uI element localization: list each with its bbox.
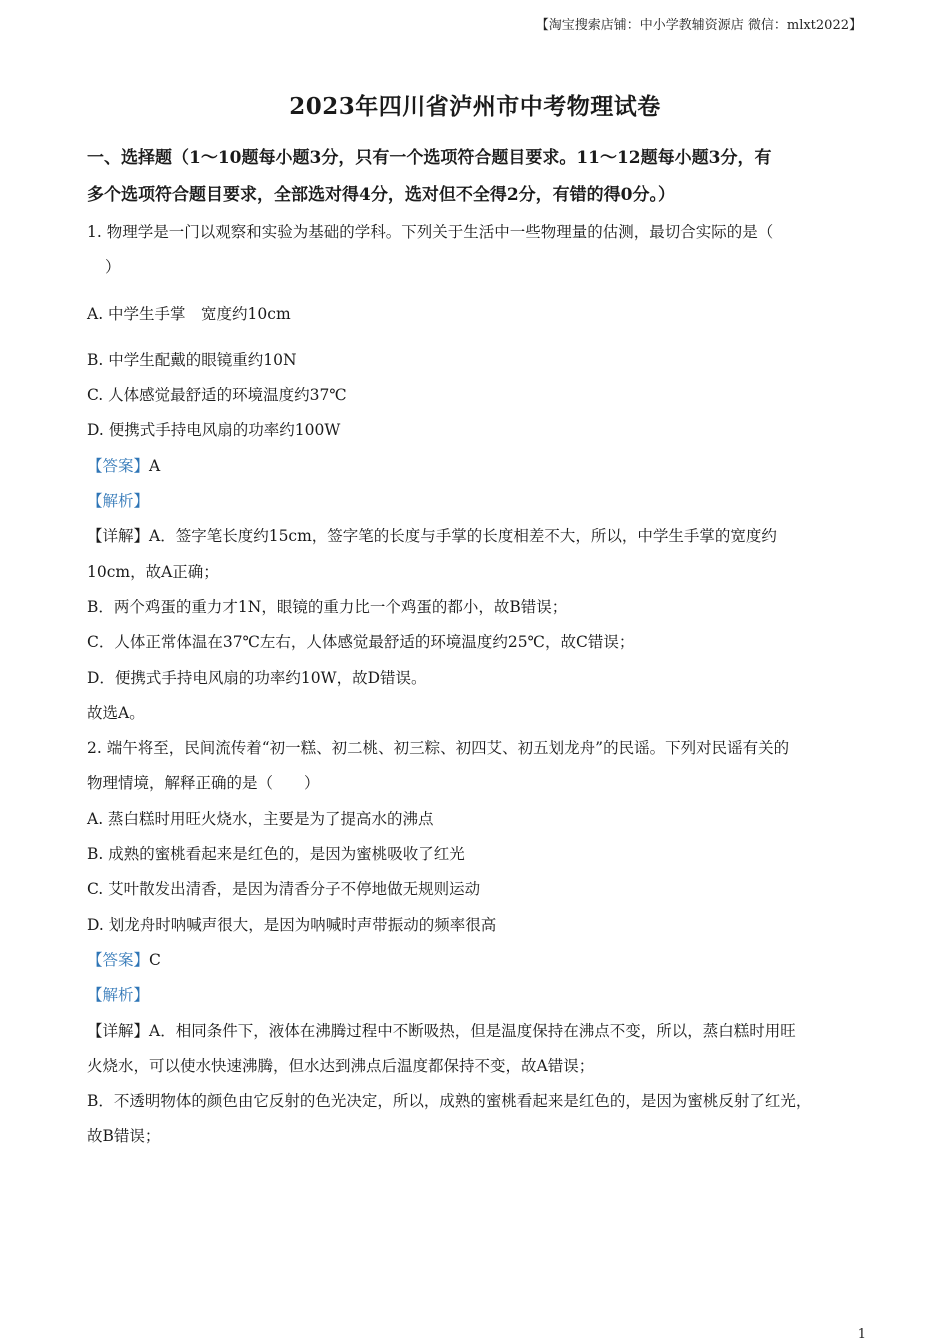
q1-answer xyxy=(87,449,867,484)
section-heading-line-2: 多个选项符合题目要求，全部选对得4分，选对但不全得2分，有错的得0分。） xyxy=(87,185,675,205)
q1-detail-line-2: 10cm，故A正确； xyxy=(87,562,219,581)
q1-answer-value: A xyxy=(149,456,161,475)
page-number: 1 xyxy=(857,1327,866,1342)
q2-analysis-tag: 【解析】 xyxy=(87,986,150,1005)
q1-conclusion: 故选A。 xyxy=(87,703,145,722)
q1-detail-line-1 xyxy=(87,519,867,554)
q2-detail-line-1 xyxy=(87,1014,867,1049)
q2-option-b: B. 成熟的蜜桃看起来是红色的，是因为蜜桃吸收了红光 xyxy=(87,845,465,864)
q2-detail-text: A．相同条件下，液体在沸腾过程中不断吸热，但是温度保持在沸点不变，所以，蒸白糕时用旺 xyxy=(149,1021,796,1040)
q2-option-c: C. 艾叶散发出清香，是因为清香分子不停地做无规则运动 xyxy=(87,880,481,899)
q1-answer-tag: 【答案】 xyxy=(87,456,150,475)
q2-option-a: A. 蒸白糕时用旺火烧水，主要是为了提高水的沸点 xyxy=(87,809,434,828)
q1-detail-c: C．人体正常体温在37℃左右，人体感觉最舒适的环境温度约25℃，故C错误； xyxy=(87,633,635,652)
section-heading-line-1: 一、选择题（1～10题每小题3分，只有一个选项符合题目要求。11～12题每小题3分，有 xyxy=(87,148,772,168)
header-note: 【淘宝搜索店铺：中小学教辅资源店 微信：mlxt2022】 xyxy=(535,18,862,33)
q1-detail-tag: 【详解】 xyxy=(87,527,150,546)
q1-detail-b: B．两个鸡蛋的重力才1N，眼镜的重力比一个鸡蛋的都小，故B错误； xyxy=(87,597,568,616)
q1-option-b: B. 中学生配戴的眼镜重约10N xyxy=(87,350,297,369)
q1-stem-line-2: ） xyxy=(105,258,121,277)
q1-stem-line-1: 1. 物理学是一门以观察和实验为基础的学科。下列关于生活中一些物理量的估测，最切合实际的是（ xyxy=(87,223,774,241)
q2-detail-tag: 【详解】 xyxy=(87,1021,150,1040)
q2-stem-line-1: 2. 端午将至，民间流传着“初一糕、初二桃、初三粽、初四艾、初五划龙舟”的民谣。下列对民谣有关的 xyxy=(87,739,790,758)
question-1 xyxy=(87,215,867,731)
q1-detail-text: A．签字笔长度约15cm，签字笔的长度与手掌的长度相差不大，所以，中学生手掌的宽度约 xyxy=(149,527,777,546)
document-body xyxy=(87,140,867,1155)
q2-answer-value: C xyxy=(149,950,161,969)
q1-option-c: C. 人体感觉最舒适的环境温度约37℃ xyxy=(87,386,347,405)
q2-detail-b-line-1: B．不透明物体的颜色由它反射的色光决定，所以，成熟的蜜桃看起来是红色的，是因为蜜桃反射了红光， xyxy=(87,1092,812,1111)
question-2 xyxy=(87,731,867,1155)
q1-option-a: A. 中学生手掌 宽度约10cm xyxy=(87,304,291,323)
q2-option-d: D. 划龙舟时呐喊声很大，是因为呐喊时声带振动的频率很高 xyxy=(87,915,497,934)
q2-detail-line-2: 火烧水，可以使水快速沸腾，但水达到沸点后温度都保持不变，故A错误； xyxy=(87,1056,595,1075)
section-heading xyxy=(87,140,867,214)
q2-stem-line-2: 物理情境，解释正确的是（ ） xyxy=(87,774,320,793)
q2-answer-tag: 【答案】 xyxy=(87,950,150,969)
q1-analysis-tag: 【解析】 xyxy=(87,492,150,511)
q1-detail-d: D．便携式手持电风扇的功率约10W，故D错误。 xyxy=(87,668,427,687)
q1-option-d: D. 便携式手持电风扇的功率约100W xyxy=(87,421,341,440)
q2-detail-b-line-2: 故B错误； xyxy=(87,1127,161,1146)
page-title: 2023年四川省泸州市中考物理试卷 xyxy=(289,93,661,120)
q2-answer xyxy=(87,943,867,978)
